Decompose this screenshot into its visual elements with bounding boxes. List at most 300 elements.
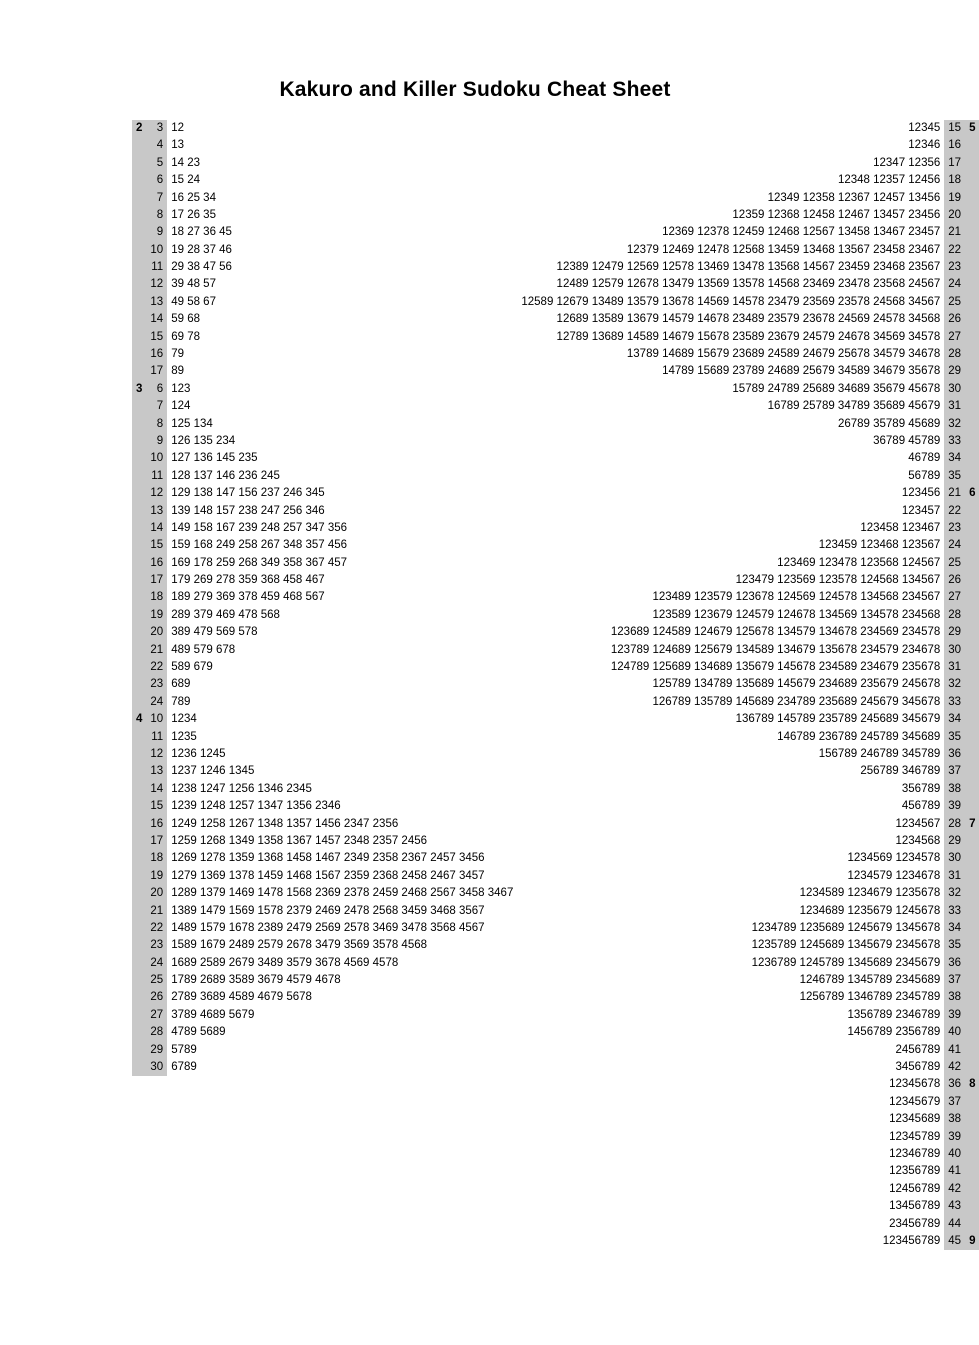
right-group-size bbox=[965, 277, 979, 294]
left-group-size bbox=[132, 868, 146, 885]
left-sum: 17 bbox=[146, 833, 167, 850]
right-sum: 24 bbox=[944, 277, 965, 294]
left-combinations: 14 23 bbox=[171, 156, 200, 169]
right-sum: 38 bbox=[944, 781, 965, 798]
right-combinations: 146789 236789 245789 345689 bbox=[777, 730, 941, 743]
right-group-size bbox=[965, 937, 979, 954]
left-group-size bbox=[132, 937, 146, 954]
left-group-size bbox=[132, 624, 146, 641]
left-combinations bbox=[167, 1233, 517, 1250]
right-combinations: 123456789 bbox=[882, 1234, 941, 1247]
table-row bbox=[132, 607, 979, 624]
table-row bbox=[132, 798, 979, 815]
left-combinations: 489 579 678 bbox=[171, 643, 236, 656]
right-sum: 15 bbox=[944, 120, 965, 137]
right-combinations: 12345679 bbox=[889, 1095, 941, 1108]
right-group-size bbox=[965, 468, 979, 485]
table-row bbox=[132, 207, 979, 224]
left-combinations bbox=[167, 1163, 517, 1180]
left-group-size bbox=[132, 294, 146, 311]
right-combinations: 123459 123468 123567 bbox=[818, 539, 941, 552]
table-row bbox=[132, 416, 979, 433]
left-combinations: 15 24 bbox=[171, 174, 200, 187]
right-group-size bbox=[965, 190, 979, 207]
left-sum: 7 bbox=[146, 398, 167, 415]
right-combinations: 1256789 1346789 2345789 bbox=[799, 991, 941, 1004]
left-group-size bbox=[132, 172, 146, 189]
left-sum: 6 bbox=[146, 381, 167, 398]
right-group-size bbox=[965, 746, 979, 763]
table-row bbox=[132, 816, 979, 833]
table-row bbox=[132, 1146, 979, 1163]
table-row bbox=[132, 1042, 979, 1059]
right-combinations: 1234789 1235689 1245679 1345678 bbox=[751, 921, 941, 934]
right-combinations: 123458 123467 bbox=[860, 521, 941, 534]
left-combinations: 1789 2689 3589 3679 4579 4678 bbox=[171, 974, 341, 987]
left-sum: 8 bbox=[146, 207, 167, 224]
left-group-size bbox=[132, 259, 146, 276]
left-sum: 15 bbox=[146, 329, 167, 346]
right-sum: 26 bbox=[944, 311, 965, 328]
left-combinations: 1238 1247 1256 1346 2345 bbox=[171, 782, 312, 795]
page-title: Kakuro and Killer Sudoku Cheat Sheet bbox=[279, 78, 671, 101]
right-group-size bbox=[965, 781, 979, 798]
right-sum: 45 bbox=[944, 1233, 965, 1250]
left-combinations: 2789 3689 4589 4679 5678 bbox=[171, 991, 312, 1004]
left-sum bbox=[146, 1181, 167, 1198]
left-sum bbox=[146, 1094, 167, 1111]
left-sum: 6 bbox=[146, 172, 167, 189]
left-group-size: 2 bbox=[132, 120, 146, 137]
right-group-size bbox=[965, 398, 979, 415]
left-sum: 4 bbox=[146, 137, 167, 154]
left-combinations: 89 bbox=[171, 365, 184, 378]
left-group-size bbox=[132, 642, 146, 659]
left-combinations bbox=[167, 1076, 517, 1093]
right-combinations: 3456789 bbox=[895, 1061, 941, 1074]
table-row bbox=[132, 711, 979, 728]
table-row bbox=[132, 381, 979, 398]
left-combinations: 189 279 369 378 459 468 567 bbox=[171, 591, 325, 604]
right-combinations: 13456789 bbox=[889, 1200, 941, 1213]
right-combinations: 123457 bbox=[901, 504, 941, 517]
table-row bbox=[132, 485, 979, 502]
right-sum: 40 bbox=[944, 1146, 965, 1163]
table-row bbox=[132, 694, 979, 711]
left-group-size bbox=[132, 1007, 146, 1024]
left-sum: 10 bbox=[146, 450, 167, 467]
right-combinations: 1234569 1234578 bbox=[847, 852, 941, 865]
left-combinations: 1236 1245 bbox=[171, 748, 226, 760]
table-row bbox=[132, 137, 979, 154]
table-row bbox=[132, 1059, 979, 1076]
left-combinations bbox=[167, 1129, 517, 1146]
right-sum: 23 bbox=[944, 259, 965, 276]
right-sum: 38 bbox=[944, 1111, 965, 1128]
left-combinations: 1589 1679 2489 2579 2678 3479 3569 3578 4568 bbox=[171, 939, 428, 952]
table-row bbox=[132, 363, 979, 380]
table-row bbox=[132, 920, 979, 937]
table-row bbox=[132, 1076, 979, 1093]
right-group-size bbox=[965, 1024, 979, 1041]
left-group-size bbox=[132, 1094, 146, 1111]
left-sum: 8 bbox=[146, 416, 167, 433]
table-row bbox=[132, 1233, 979, 1250]
left-group-size bbox=[132, 1216, 146, 1233]
right-sum: 36 bbox=[944, 1076, 965, 1093]
right-group-size bbox=[965, 381, 979, 398]
right-sum: 32 bbox=[944, 885, 965, 902]
right-combinations: 125789 134789 135689 145679 234689 235679 245678 bbox=[652, 678, 941, 691]
right-combinations: 1356789 2346789 bbox=[847, 1008, 941, 1021]
right-combinations: 12348 12357 12456 bbox=[837, 174, 941, 187]
right-combinations: 156789 246789 345789 bbox=[818, 748, 941, 760]
left-combinations: 59 68 bbox=[171, 313, 200, 326]
right-combinations: 126789 135789 145689 234789 235689 245679 345678 bbox=[652, 695, 941, 708]
right-group-size bbox=[965, 329, 979, 346]
left-group-size bbox=[132, 433, 146, 450]
left-combinations: 69 78 bbox=[171, 330, 200, 343]
left-group-size bbox=[132, 677, 146, 694]
left-group-size bbox=[132, 885, 146, 902]
left-sum: 12 bbox=[146, 277, 167, 294]
right-group-size: 7 bbox=[965, 816, 979, 833]
right-group-size bbox=[965, 450, 979, 467]
table-row bbox=[132, 311, 979, 328]
combination-table bbox=[132, 120, 979, 1250]
left-combinations bbox=[167, 1181, 517, 1198]
right-combinations: 46789 bbox=[908, 452, 941, 465]
left-sum: 24 bbox=[146, 955, 167, 972]
right-group-size bbox=[965, 659, 979, 676]
right-sum: 21 bbox=[944, 485, 965, 502]
right-group-size bbox=[965, 572, 979, 589]
left-combinations: 1269 1278 1359 1368 1458 1467 2349 2358 2367 2457 3456 bbox=[171, 852, 485, 865]
left-group-size bbox=[132, 850, 146, 867]
right-sum: 35 bbox=[944, 937, 965, 954]
right-combinations: 1246789 1345789 2345689 bbox=[799, 974, 941, 987]
right-sum: 37 bbox=[944, 972, 965, 989]
right-combinations: 256789 346789 bbox=[860, 765, 941, 778]
left-group-size bbox=[132, 190, 146, 207]
right-sum: 28 bbox=[944, 816, 965, 833]
right-group-size bbox=[965, 155, 979, 172]
left-group-size bbox=[132, 537, 146, 554]
right-sum: 42 bbox=[944, 1181, 965, 1198]
left-sum bbox=[146, 1076, 167, 1093]
left-sum: 17 bbox=[146, 363, 167, 380]
table-row bbox=[132, 503, 979, 520]
left-group-size bbox=[132, 346, 146, 363]
right-group-size: 6 bbox=[965, 485, 979, 502]
right-combinations: 123489 123579 123678 124569 124578 134568 234567 bbox=[652, 591, 941, 604]
right-combinations: 23456789 bbox=[889, 1217, 941, 1230]
right-sum: 25 bbox=[944, 555, 965, 572]
left-sum: 23 bbox=[146, 677, 167, 694]
right-sum: 22 bbox=[944, 242, 965, 259]
right-sum: 33 bbox=[944, 433, 965, 450]
left-group-size bbox=[132, 990, 146, 1007]
right-combinations: 26789 35789 45689 bbox=[837, 417, 941, 430]
left-group-size bbox=[132, 503, 146, 520]
left-sum: 30 bbox=[146, 1059, 167, 1076]
right-group-size bbox=[965, 433, 979, 450]
right-combinations: 12346 bbox=[908, 139, 941, 152]
right-group-size bbox=[965, 972, 979, 989]
left-combinations bbox=[167, 1094, 517, 1111]
left-group-size bbox=[132, 207, 146, 224]
table-row bbox=[132, 833, 979, 850]
table-row bbox=[132, 763, 979, 780]
right-sum: 16 bbox=[944, 137, 965, 154]
right-combinations: 12359 12368 12458 12467 13457 23456 bbox=[732, 208, 941, 221]
left-group-size bbox=[132, 729, 146, 746]
left-sum: 15 bbox=[146, 798, 167, 815]
left-sum: 9 bbox=[146, 224, 167, 241]
left-sum: 20 bbox=[146, 624, 167, 641]
left-group-size bbox=[132, 555, 146, 572]
left-combinations: 1249 1258 1267 1348 1357 1456 2347 2356 bbox=[171, 817, 399, 830]
table-row bbox=[132, 955, 979, 972]
left-combinations: 789 bbox=[171, 695, 191, 708]
left-group-size bbox=[132, 416, 146, 433]
left-combinations: 1689 2589 2679 3489 3579 3678 4569 4578 bbox=[171, 956, 399, 969]
right-sum: 29 bbox=[944, 363, 965, 380]
right-sum: 25 bbox=[944, 294, 965, 311]
right-group-size bbox=[965, 1007, 979, 1024]
left-sum: 9 bbox=[146, 433, 167, 450]
left-sum: 10 bbox=[146, 711, 167, 728]
right-combinations: 12589 12679 13489 13579 13678 14569 14578 23479 23569 23578 24568 34567 bbox=[521, 295, 941, 308]
table-row bbox=[132, 468, 979, 485]
table-row bbox=[132, 903, 979, 920]
right-combinations: 136789 145789 235789 245689 345679 bbox=[735, 713, 941, 726]
left-sum: 5 bbox=[146, 155, 167, 172]
left-group-size bbox=[132, 590, 146, 607]
left-group-size bbox=[132, 746, 146, 763]
table-row bbox=[132, 659, 979, 676]
left-group-size bbox=[132, 224, 146, 241]
left-group-size bbox=[132, 659, 146, 676]
right-group-size bbox=[965, 363, 979, 380]
left-combinations bbox=[167, 1146, 517, 1163]
left-group-size bbox=[132, 520, 146, 537]
table-row bbox=[132, 781, 979, 798]
right-group-size bbox=[965, 294, 979, 311]
table-row bbox=[132, 433, 979, 450]
right-combinations: 12789 13689 14589 14679 15678 23589 23679 24579 24678 34569 34578 bbox=[556, 330, 941, 343]
table-row bbox=[132, 677, 979, 694]
table-row bbox=[132, 1181, 979, 1198]
left-sum: 11 bbox=[146, 729, 167, 746]
right-group-size bbox=[965, 207, 979, 224]
table-row bbox=[132, 1198, 979, 1215]
right-group-size bbox=[965, 885, 979, 902]
left-group-size bbox=[132, 798, 146, 815]
table-row bbox=[132, 346, 979, 363]
right-group-size bbox=[965, 711, 979, 728]
table-row bbox=[132, 1024, 979, 1041]
table-row bbox=[132, 642, 979, 659]
right-group-size bbox=[965, 607, 979, 624]
right-combinations: 1236789 1245789 1345689 2345679 bbox=[751, 956, 941, 969]
left-combinations: 289 379 469 478 568 bbox=[171, 608, 280, 621]
table-row bbox=[132, 868, 979, 885]
right-combinations: 1234567 bbox=[895, 817, 941, 830]
left-sum: 10 bbox=[146, 242, 167, 259]
right-group-size bbox=[965, 1111, 979, 1128]
left-sum: 16 bbox=[146, 555, 167, 572]
left-group-size bbox=[132, 311, 146, 328]
left-sum: 22 bbox=[146, 920, 167, 937]
right-combinations: 15789 24789 25689 34689 35679 45678 bbox=[732, 382, 941, 395]
left-combinations: 29 38 47 56 bbox=[171, 261, 232, 274]
left-group-size bbox=[132, 1181, 146, 1198]
left-combinations bbox=[167, 1216, 517, 1233]
left-sum: 13 bbox=[146, 294, 167, 311]
left-sum: 13 bbox=[146, 763, 167, 780]
right-combinations: 36789 45789 bbox=[873, 434, 941, 447]
left-combinations: 39 48 57 bbox=[171, 278, 216, 291]
right-combinations: 12369 12378 12459 12468 12567 13458 13467 23457 bbox=[662, 226, 941, 239]
left-sum: 15 bbox=[146, 537, 167, 554]
table-row bbox=[132, 1007, 979, 1024]
right-group-size bbox=[965, 137, 979, 154]
left-sum: 11 bbox=[146, 468, 167, 485]
left-sum: 14 bbox=[146, 781, 167, 798]
left-combinations: 12 bbox=[171, 121, 184, 134]
left-group-size bbox=[132, 450, 146, 467]
right-combinations: 456789 bbox=[901, 800, 941, 813]
left-group-size bbox=[132, 833, 146, 850]
right-sum: 22 bbox=[944, 503, 965, 520]
right-combinations: 12345689 bbox=[889, 1113, 941, 1126]
left-group-size bbox=[132, 1059, 146, 1076]
right-combinations: 2456789 bbox=[895, 1043, 941, 1056]
right-sum: 24 bbox=[944, 537, 965, 554]
left-group-size: 4 bbox=[132, 711, 146, 728]
table-row bbox=[132, 1163, 979, 1180]
left-group-size bbox=[132, 763, 146, 780]
left-combinations: 1259 1268 1349 1358 1367 1457 2348 2357 2456 bbox=[171, 834, 428, 847]
left-combinations: 49 58 67 bbox=[171, 295, 216, 308]
right-combinations: 16789 25789 34789 35689 45679 bbox=[767, 400, 941, 413]
right-group-size bbox=[965, 224, 979, 241]
left-combinations: 18 27 36 45 bbox=[171, 226, 232, 239]
left-sum: 14 bbox=[146, 520, 167, 537]
left-sum: 11 bbox=[146, 259, 167, 276]
right-group-size: 9 bbox=[965, 1233, 979, 1250]
left-sum: 19 bbox=[146, 607, 167, 624]
left-group-size bbox=[132, 1024, 146, 1041]
right-sum: 28 bbox=[944, 607, 965, 624]
left-combinations: 5789 bbox=[171, 1043, 197, 1056]
left-sum: 12 bbox=[146, 746, 167, 763]
left-combinations: 126 135 234 bbox=[171, 434, 236, 447]
right-group-size bbox=[965, 1094, 979, 1111]
left-sum: 19 bbox=[146, 868, 167, 885]
left-combinations: 128 137 146 236 245 bbox=[171, 469, 280, 482]
right-group-size bbox=[965, 259, 979, 276]
table-row bbox=[132, 990, 979, 1007]
right-sum: 28 bbox=[944, 346, 965, 363]
right-sum: 30 bbox=[944, 642, 965, 659]
table-row bbox=[132, 746, 979, 763]
left-sum: 17 bbox=[146, 572, 167, 589]
table-row bbox=[132, 537, 979, 554]
left-combinations: 125 134 bbox=[171, 417, 213, 430]
table-row bbox=[132, 572, 979, 589]
left-sum: 29 bbox=[146, 1042, 167, 1059]
right-sum: 42 bbox=[944, 1059, 965, 1076]
left-sum: 27 bbox=[146, 1007, 167, 1024]
right-sum: 31 bbox=[944, 659, 965, 676]
left-combinations: 1489 1579 1678 2389 2479 2569 2578 3469 3478 3568 4567 bbox=[171, 921, 485, 934]
left-combinations bbox=[167, 1111, 517, 1128]
left-combinations: 1234 bbox=[171, 713, 197, 726]
right-combinations: 12345678 bbox=[889, 1078, 941, 1091]
left-group-size bbox=[132, 242, 146, 259]
left-sum: 28 bbox=[146, 1024, 167, 1041]
right-combinations: 1234579 1234678 bbox=[847, 869, 941, 882]
right-sum: 36 bbox=[944, 746, 965, 763]
table-row bbox=[132, 172, 979, 189]
table-row bbox=[132, 520, 979, 537]
left-sum: 16 bbox=[146, 816, 167, 833]
right-group-size: 8 bbox=[965, 1076, 979, 1093]
left-combinations: 127 136 145 235 bbox=[171, 452, 258, 465]
left-combinations: 1289 1379 1469 1478 1568 2369 2378 2459 2468 2567 3458 3467 bbox=[171, 887, 514, 900]
table-row bbox=[132, 885, 979, 902]
right-combinations: 12456789 bbox=[889, 1182, 941, 1195]
right-sum: 41 bbox=[944, 1042, 965, 1059]
left-group-size bbox=[132, 1146, 146, 1163]
right-combinations: 356789 bbox=[901, 782, 941, 795]
right-sum: 17 bbox=[944, 155, 965, 172]
left-group-size bbox=[132, 1129, 146, 1146]
right-sum: 43 bbox=[944, 1198, 965, 1215]
right-group-size bbox=[965, 694, 979, 711]
right-combinations: 12379 12469 12478 12568 13459 13468 13567 23458 23467 bbox=[626, 243, 941, 256]
table-row bbox=[132, 450, 979, 467]
left-combinations: 169 178 259 268 349 358 367 457 bbox=[171, 556, 348, 569]
left-sum bbox=[146, 1129, 167, 1146]
left-combinations: 179 269 278 359 368 458 467 bbox=[171, 574, 325, 587]
right-sum: 32 bbox=[944, 677, 965, 694]
right-combinations: 12345 bbox=[908, 121, 941, 134]
right-combinations: 123689 124589 124679 125678 134579 134678 234569 234578 bbox=[610, 626, 941, 639]
left-group-size bbox=[132, 155, 146, 172]
right-combinations: 12389 12479 12569 12578 13469 13478 13568 14567 23459 23468 23567 bbox=[556, 261, 941, 274]
left-combinations: 123 bbox=[171, 382, 191, 395]
right-combinations: 1235789 1245689 1345679 2345678 bbox=[751, 939, 941, 952]
left-sum: 20 bbox=[146, 885, 167, 902]
right-sum: 18 bbox=[944, 172, 965, 189]
left-group-size bbox=[132, 572, 146, 589]
right-group-size bbox=[965, 520, 979, 537]
right-group-size bbox=[965, 624, 979, 641]
left-combinations: 13 bbox=[171, 139, 184, 152]
right-combinations: 14789 15689 23789 24689 25679 34589 34679 35678 bbox=[662, 365, 941, 378]
right-sum: 38 bbox=[944, 990, 965, 1007]
right-sum: 34 bbox=[944, 711, 965, 728]
right-group-size bbox=[965, 555, 979, 572]
left-sum bbox=[146, 1163, 167, 1180]
right-sum: 19 bbox=[944, 190, 965, 207]
right-combinations: 123479 123569 123578 124568 134567 bbox=[735, 574, 941, 587]
left-combinations: 19 28 37 46 bbox=[171, 243, 232, 256]
left-combinations: 129 138 147 156 237 246 345 bbox=[171, 487, 325, 500]
